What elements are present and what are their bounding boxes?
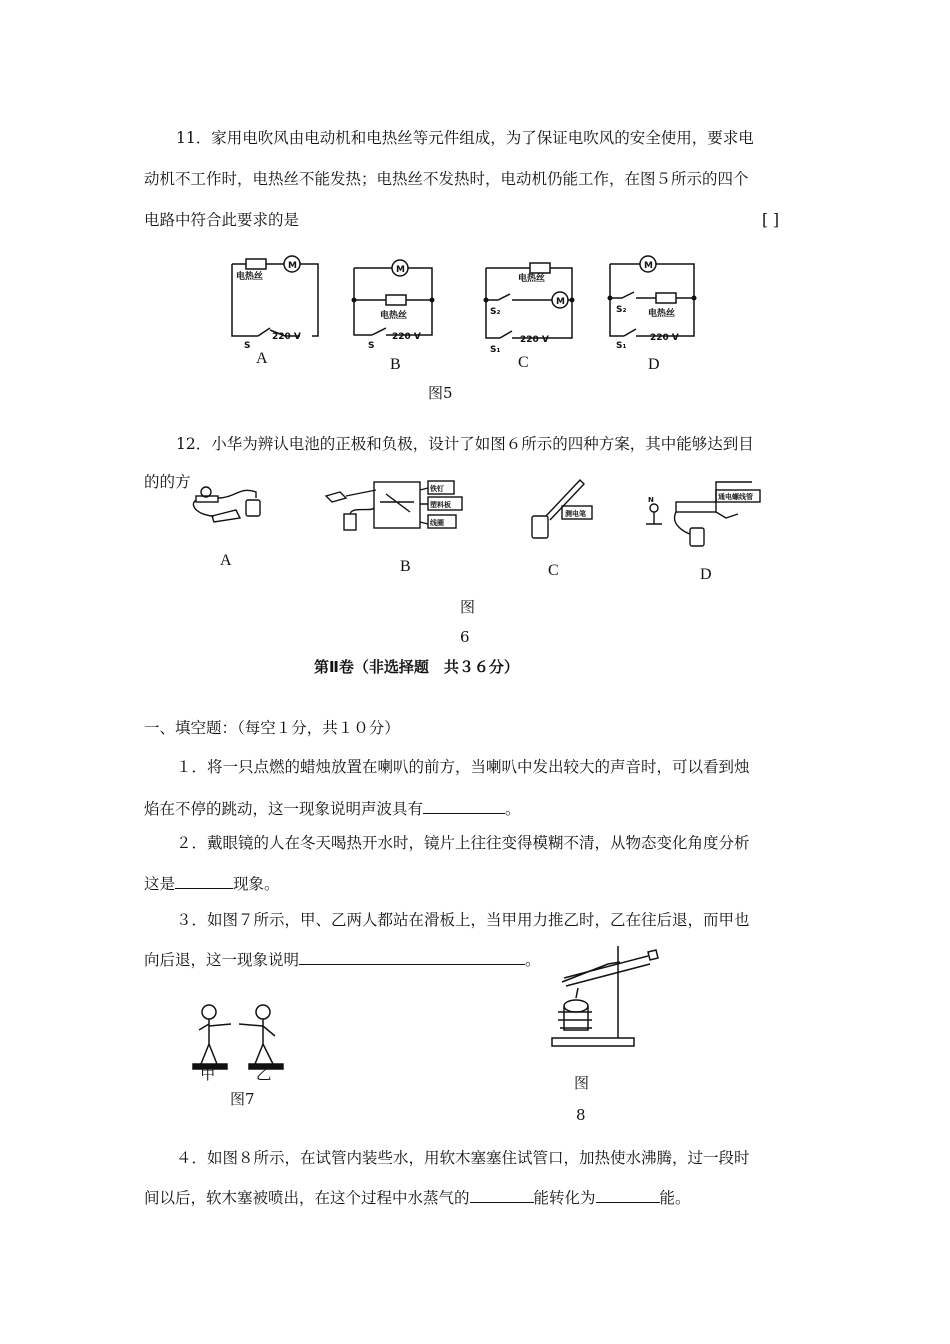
figure-7-caption: 图7	[230, 1090, 255, 1108]
svg-text:S₁: S₁	[616, 341, 627, 351]
svg-text:S: S	[368, 341, 375, 351]
q11-line1: 11．家用电吹风由电动机和电热丝等元件组成，为了保证电吹风的安全使用，要求电	[176, 129, 754, 147]
figure-8-caption-1: 图	[574, 1074, 590, 1092]
fill-q4-line1: ４．如图８所示，在试管内装些水，用软木塞塞住试管口，加热使水沸腾，过一段时	[176, 1149, 750, 1167]
answer-blank-2[interactable]	[175, 874, 233, 889]
q12-line2: 的的方	[144, 473, 191, 491]
option-d-fig6: D	[700, 566, 712, 583]
svg-text:220 V: 220 V	[650, 333, 679, 343]
svg-text:S₂: S₂	[490, 307, 501, 317]
option-c-fig6: C	[548, 562, 559, 579]
fill-q1-line1: １．将一只点燃的蜡烛放置在喇叭的前方，当喇叭中发出较大的声音时，可以看到烛	[176, 758, 750, 776]
svg-text:S₁: S₁	[490, 345, 501, 355]
figure-8-caption-2: 8	[576, 1106, 586, 1124]
svg-text:电热丝: 电热丝	[518, 274, 546, 284]
svg-text:测电笔: 测电笔	[565, 510, 586, 518]
svg-text:S₂: S₂	[616, 305, 627, 315]
fill-q2-line2: 这是 现象。	[144, 875, 280, 893]
option-b-fig6: B	[400, 558, 411, 575]
fill-q4-line2: 间以后，软木塞被喷出，在这个过程中水蒸气的 能转化为 能。	[144, 1189, 691, 1207]
q11-line2: 动机不工作时，电热丝不能发热；电热丝不发热时，电动机仍能工作，在图５所示的四个	[144, 170, 749, 188]
option-a: A	[256, 350, 268, 367]
svg-text:电热丝: 电热丝	[648, 309, 676, 319]
svg-text:线圈: 线圈	[430, 519, 444, 527]
option-c: C	[518, 354, 529, 371]
fill-q3-line2: 向后退，这一现象说明 。	[144, 951, 541, 969]
svg-text:铁钉: 铁钉	[430, 485, 444, 493]
figure-5-circuits	[0, 250, 950, 380]
option-b: B	[390, 356, 401, 373]
figure-6-caption-2: 6	[460, 628, 470, 646]
figure-8-test-tube-apparatus	[548, 942, 668, 1052]
q12-line1: 12．小华为辨认电池的正极和负极，设计了如图６所示的四种方案，其中能够达到目	[176, 435, 754, 453]
heater-label-a: 电热丝	[236, 272, 264, 282]
figure-6-experiments	[0, 472, 950, 562]
svg-text:M: M	[556, 297, 565, 307]
option-d: D	[648, 356, 660, 373]
fill-q1-line2: 焰在不停的跳动，这一现象说明声波具有 。	[144, 800, 521, 818]
svg-text:M: M	[288, 261, 297, 271]
figure-6-caption-1: 图	[460, 598, 476, 616]
svg-text:220 V: 220 V	[272, 332, 301, 342]
svg-text:220 V: 220 V	[392, 332, 421, 342]
fill-q2-line1: ２．戴眼镜的人在冬天喝热开水时，镜片上往往变得模糊不清，从物态变化角度分析	[176, 834, 750, 852]
svg-text:M: M	[396, 265, 405, 275]
fill-heading: 一、填空题：（每空１分，共１０分）	[144, 719, 400, 737]
answer-blank-4[interactable]	[470, 1188, 534, 1203]
fill-q3-line1: ３．如图７所示，甲、乙两人都站在滑板上，当甲用力推乙时，乙在往后退，而甲也	[176, 911, 750, 929]
svg-text:N: N	[648, 496, 654, 504]
answer-blank-3[interactable]	[299, 950, 525, 965]
svg-text:通电螺线管: 通电螺线管	[718, 493, 753, 501]
answer-blank-5[interactable]	[596, 1188, 660, 1203]
section-2-title: 第Ⅱ卷（非选择题 共３６分）	[314, 658, 519, 676]
label-jia: 甲	[200, 1065, 216, 1083]
answer-blank-1[interactable]	[423, 799, 505, 814]
svg-text:220 V: 220 V	[520, 335, 549, 345]
figure-5-caption: 图5	[428, 384, 453, 402]
answer-bracket: [ ]	[762, 211, 780, 229]
svg-text:M: M	[644, 261, 653, 271]
svg-text:塑料板: 塑料板	[430, 501, 451, 509]
svg-text:电热丝: 电热丝	[380, 311, 408, 321]
label-yi: 乙	[256, 1065, 272, 1083]
option-a-fig6: A	[220, 552, 232, 569]
q11-line3: 电路中符合此要求的是	[144, 211, 300, 229]
svg-text:S: S	[244, 341, 251, 351]
